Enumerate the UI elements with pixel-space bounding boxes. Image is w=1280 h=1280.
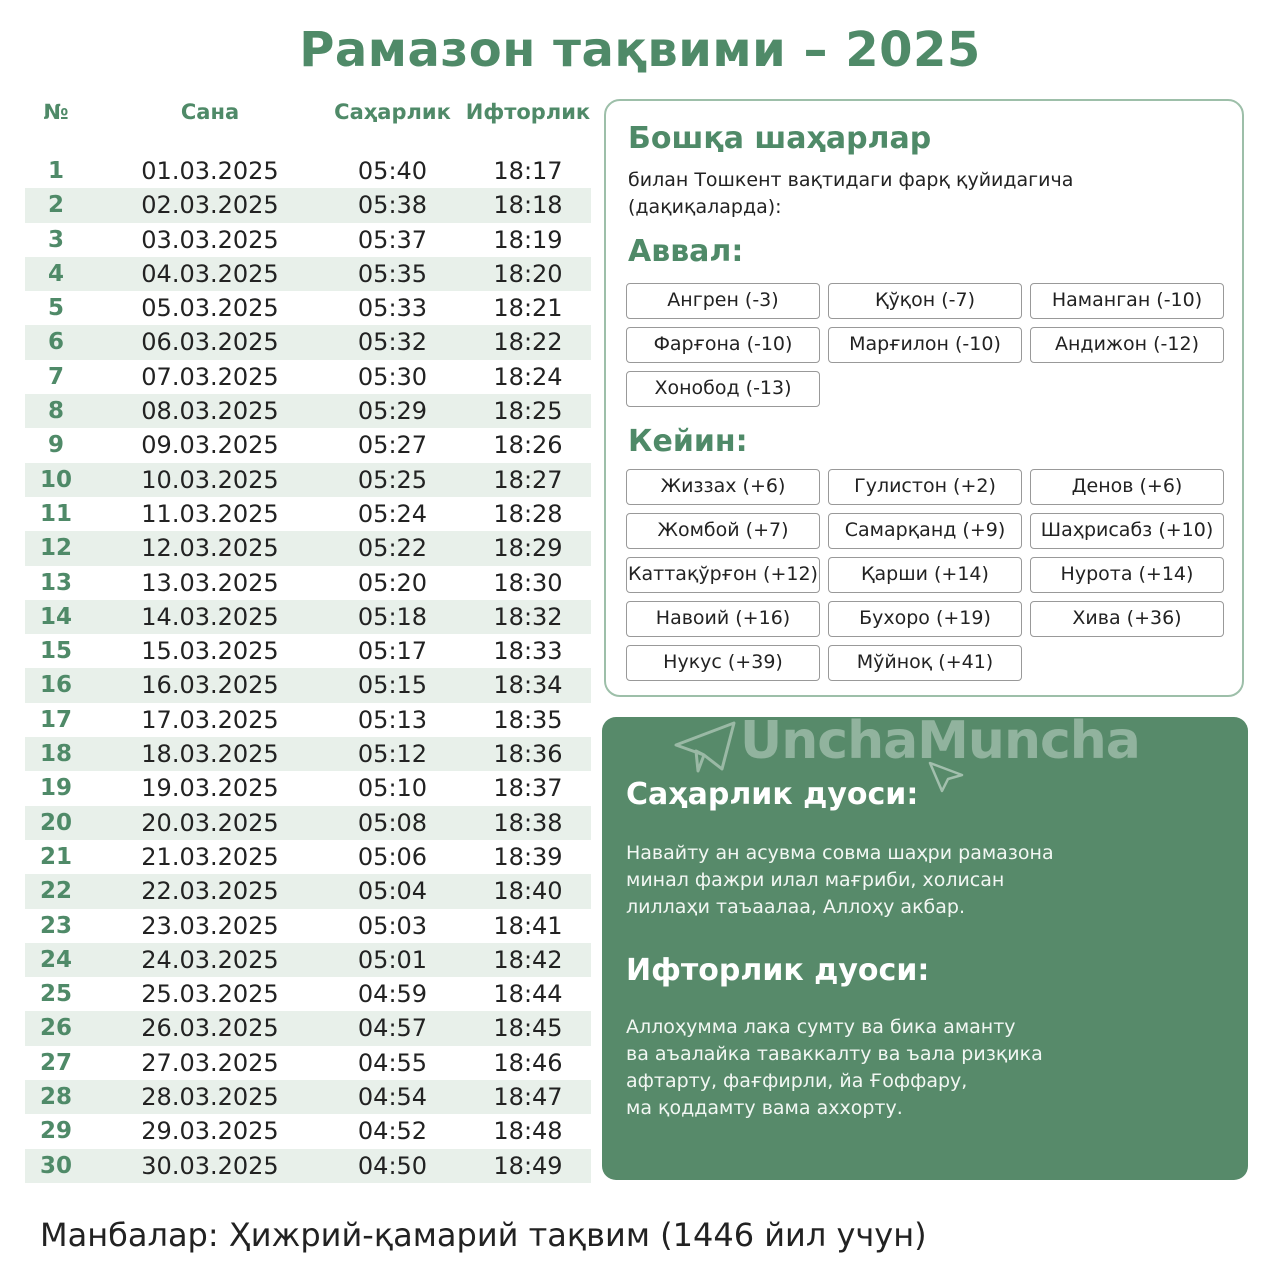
row-sahar-time: 05:38: [357, 191, 428, 220]
row-sahar-time: 04:52: [357, 1117, 428, 1146]
row-date: 06.03.2025: [141, 328, 279, 357]
city-chip: Нукус (+39): [626, 645, 820, 681]
row-sahar-time: 05:03: [357, 911, 428, 940]
city-chip: Хива (+36): [1030, 601, 1224, 637]
row-iftor-time: 18:18: [493, 191, 563, 220]
row-iftor-time: 18:33: [493, 637, 563, 666]
city-chip: Бухоро (+19): [828, 601, 1022, 637]
table-header: [25, 100, 591, 138]
table-row: [25, 977, 591, 1011]
row-number: 13: [39, 569, 72, 596]
row-date: 25.03.2025: [141, 980, 279, 1009]
city-chip: Андижон (-12): [1030, 327, 1224, 363]
row-number: 2: [47, 192, 64, 219]
row-iftor-time: 18:32: [493, 602, 563, 631]
row-number: 30: [39, 1152, 72, 1179]
row-date: 15.03.2025: [141, 637, 279, 666]
table-row: [25, 771, 591, 805]
row-date: 04.03.2025: [141, 259, 279, 288]
row-iftor-time: 18:42: [493, 945, 563, 974]
table-row: [25, 1046, 591, 1080]
row-date: 01.03.2025: [141, 157, 279, 185]
city-chip: Марғилон (-10): [828, 327, 1022, 363]
table-row: [25, 634, 591, 668]
city-chip: Мўйноқ (+41): [828, 645, 1022, 681]
row-iftor-time: 18:47: [493, 1083, 563, 1112]
row-sahar-time: 05:20: [357, 568, 428, 597]
table-row: [25, 1011, 591, 1045]
row-date: 24.03.2025: [141, 945, 279, 974]
row-sahar-time: 05:37: [357, 225, 428, 254]
table-row: [25, 291, 591, 325]
row-number: 27: [39, 1049, 72, 1076]
row-sahar-time: 05:10: [357, 774, 428, 803]
table-row: [25, 566, 591, 600]
row-sahar-time: 05:32: [357, 328, 428, 357]
iftor-dua-text: Аллоҳумма лака сумту ва бика аманту ва аъалайка таваккалту ва ъала ризқика афтарту, фағфирли, йа Ғоффару, ма қоддамту вама аххорту.: [626, 1016, 1043, 1119]
row-date: 20.03.2025: [141, 808, 279, 837]
row-number: 4: [47, 260, 64, 287]
table-row: [25, 531, 591, 565]
table-row: [25, 154, 591, 188]
header-iftor: Ифторлик: [465, 100, 591, 124]
row-date: 22.03.2025: [141, 877, 279, 906]
row-iftor-time: 18:48: [493, 1117, 563, 1146]
row-sahar-time: 05:18: [357, 602, 428, 631]
table-row: [25, 668, 591, 702]
row-sahar-time: 05:35: [357, 259, 428, 288]
row-iftor-time: 18:49: [493, 1151, 563, 1180]
row-number: 8: [47, 398, 64, 425]
table-row: [25, 257, 591, 291]
row-number: 24: [39, 946, 72, 973]
row-iftor-time: 18:44: [493, 980, 563, 1009]
row-number: 23: [39, 912, 72, 939]
row-sahar-time: 05:08: [357, 808, 428, 837]
row-number: 10: [39, 466, 72, 493]
table-row: [25, 1149, 591, 1183]
row-sahar-time: 05:24: [357, 499, 428, 528]
table-row: [25, 223, 591, 257]
row-iftor-time: 18:36: [493, 740, 563, 769]
row-iftor-time: 18:30: [493, 568, 563, 597]
row-number: 11: [39, 500, 72, 527]
row-sahar-time: 05:25: [357, 465, 428, 494]
row-number: 21: [39, 843, 72, 870]
city-chip: Жиззах (+6): [626, 469, 820, 505]
row-date: 12.03.2025: [141, 534, 279, 563]
row-date: 07.03.2025: [141, 362, 279, 391]
cities-subtitle: билан Тошкент вақтидаги фарқ қуйидагича (дақиқаларда):: [628, 169, 1074, 218]
row-number: 17: [39, 706, 72, 733]
row-date: 11.03.2025: [141, 499, 279, 528]
row-sahar-time: 05:30: [357, 362, 428, 391]
table-row: [25, 737, 591, 771]
before-label: Аввал:: [628, 234, 744, 269]
row-iftor-time: 18:19: [493, 225, 563, 254]
row-sahar-time: 05:15: [357, 671, 428, 700]
row-number: 18: [39, 741, 72, 768]
row-date: 19.03.2025: [141, 774, 279, 803]
row-date: 29.03.2025: [141, 1117, 279, 1146]
sahar-dua-heading: Саҳарлик дуоси:: [626, 777, 919, 812]
row-sahar-time: 04:55: [357, 1048, 428, 1077]
table-row: [25, 1080, 591, 1114]
row-number: 20: [39, 809, 72, 836]
row-date: 17.03.2025: [141, 705, 279, 734]
table-row: [25, 325, 591, 359]
row-number: 25: [39, 981, 72, 1008]
row-sahar-time: 04:59: [357, 980, 428, 1009]
cities-heading: Бошқа шаҳарлар: [628, 121, 932, 156]
row-iftor-time: 18:38: [493, 808, 563, 837]
city-chip: Каттақўрғон (+12): [626, 557, 820, 593]
row-date: 23.03.2025: [141, 911, 279, 940]
row-date: 26.03.2025: [141, 1014, 279, 1043]
row-sahar-time: 04:50: [357, 1151, 428, 1180]
row-sahar-time: 05:12: [357, 740, 428, 769]
table-row: [25, 188, 591, 222]
row-date: 02.03.2025: [141, 191, 279, 220]
row-sahar-time: 04:54: [357, 1083, 428, 1112]
telegram-icon: [674, 719, 738, 773]
row-iftor-time: 18:39: [493, 842, 563, 871]
row-iftor-time: 18:25: [493, 397, 563, 426]
row-sahar-time: 05:06: [357, 842, 428, 871]
row-number: 28: [39, 1084, 72, 1111]
city-chip: Нурота (+14): [1030, 557, 1224, 593]
city-chip: Хонобод (-13): [626, 371, 820, 407]
row-iftor-time: 18:29: [493, 534, 563, 563]
row-number: 15: [39, 638, 72, 665]
row-number: 29: [39, 1118, 72, 1145]
row-iftor-time: 18:35: [493, 705, 563, 734]
row-sahar-time: 05:27: [357, 431, 428, 460]
row-iftor-time: 18:46: [493, 1048, 563, 1077]
row-date: 08.03.2025: [141, 397, 279, 426]
cities-panel: [604, 99, 1244, 697]
city-chip: Наманган (-10): [1030, 283, 1224, 319]
row-number: 19: [39, 775, 72, 802]
header-sahar: Саҳарлик: [334, 100, 451, 124]
row-number: 22: [39, 878, 72, 905]
row-sahar-time: 05:01: [357, 945, 428, 974]
row-date: 27.03.2025: [141, 1048, 279, 1077]
row-sahar-time: 05:22: [357, 534, 428, 563]
row-date: 30.03.2025: [141, 1151, 279, 1180]
city-chip: Жомбой (+7): [626, 513, 820, 549]
row-number: 14: [39, 603, 72, 630]
table-row: [25, 703, 591, 737]
row-date: 03.03.2025: [141, 225, 279, 254]
row-number: 7: [47, 363, 64, 390]
city-chip: Навоий (+16): [626, 601, 820, 637]
city-chip: Гулистон (+2): [828, 469, 1022, 505]
table-body: [25, 154, 591, 1183]
row-date: 21.03.2025: [141, 842, 279, 871]
ramadan-table: [25, 100, 591, 1180]
row-date: 18.03.2025: [141, 740, 279, 769]
row-iftor-time: 18:24: [493, 362, 563, 391]
city-chip: Самарқанд (+9): [828, 513, 1022, 549]
city-chip: Қарши (+14): [828, 557, 1022, 593]
row-number: 1: [47, 158, 64, 184]
row-sahar-time: 05:17: [357, 637, 428, 666]
table-row: [25, 497, 591, 531]
table-row: [25, 1114, 591, 1148]
table-row: [25, 806, 591, 840]
city-chip: Қўқон (-7): [828, 283, 1022, 319]
table-row: [25, 360, 591, 394]
row-iftor-time: 18:40: [493, 877, 563, 906]
row-iftor-time: 18:34: [493, 671, 563, 700]
row-iftor-time: 18:37: [493, 774, 563, 803]
row-date: 14.03.2025: [141, 602, 279, 631]
row-date: 28.03.2025: [141, 1083, 279, 1112]
row-iftor-time: 18:45: [493, 1014, 563, 1043]
row-number: 16: [39, 672, 72, 699]
row-number: 6: [47, 329, 64, 356]
table-row: [25, 394, 591, 428]
row-number: 12: [39, 535, 72, 562]
row-number: 26: [39, 1015, 72, 1042]
dua-panel: [602, 711, 1248, 1180]
city-chip: Шаҳрисабз (+10): [1030, 513, 1224, 549]
row-iftor-time: 18:17: [493, 157, 563, 185]
row-iftor-time: 18:22: [493, 328, 563, 357]
table-row: [25, 463, 591, 497]
row-iftor-time: 18:28: [493, 499, 563, 528]
row-number: 9: [47, 432, 64, 459]
row-sahar-time: 05:29: [357, 397, 428, 426]
row-sahar-time: 05:40: [357, 157, 428, 185]
row-sahar-time: 05:33: [357, 294, 428, 323]
row-iftor-time: 18:20: [493, 259, 563, 288]
row-iftor-time: 18:26: [493, 431, 563, 460]
header-no: №: [43, 100, 69, 124]
page-title: Рамазон тақвими – 2025: [299, 22, 981, 78]
row-sahar-time: 05:04: [357, 877, 428, 906]
row-date: 13.03.2025: [141, 568, 279, 597]
sahar-dua-text: Навайту ан асувма совма шаҳри рамазона минал фажри илал мағриби, холисан лиллаҳи таъаалаа, Аллоҳу акбар.: [626, 842, 1054, 918]
row-iftor-time: 18:41: [493, 911, 563, 940]
row-iftor-time: 18:27: [493, 465, 563, 494]
city-chip: Фарғона (-10): [626, 327, 820, 363]
row-iftor-time: 18:21: [493, 294, 563, 323]
row-date: 16.03.2025: [141, 671, 279, 700]
table-row: [25, 909, 591, 943]
table-row: [25, 600, 591, 634]
row-sahar-time: 04:57: [357, 1014, 428, 1043]
source-note: Манбалар: Ҳижрий-қамарий тақвим (1446 йил учун): [40, 1216, 927, 1254]
row-number: 5: [47, 295, 64, 322]
city-chip: Денов (+6): [1030, 469, 1224, 505]
row-number: 3: [47, 226, 64, 253]
city-chip: Ангрен (-3): [626, 283, 820, 319]
header-date: Сана: [180, 100, 240, 124]
watermark-arrow-icon: [928, 761, 964, 793]
row-date: 10.03.2025: [141, 465, 279, 494]
row-date: 05.03.2025: [141, 294, 279, 323]
watermark-text: UnchaMuncha: [740, 711, 1140, 771]
row-date: 09.03.2025: [141, 431, 279, 460]
table-row: [25, 874, 591, 908]
row-sahar-time: 05:13: [357, 705, 428, 734]
after-label: Кейин:: [628, 424, 748, 459]
table-row: [25, 943, 591, 977]
table-row: [25, 428, 591, 462]
iftor-dua-heading: Ифторлик дуоси:: [626, 953, 930, 988]
table-row: [25, 840, 591, 874]
